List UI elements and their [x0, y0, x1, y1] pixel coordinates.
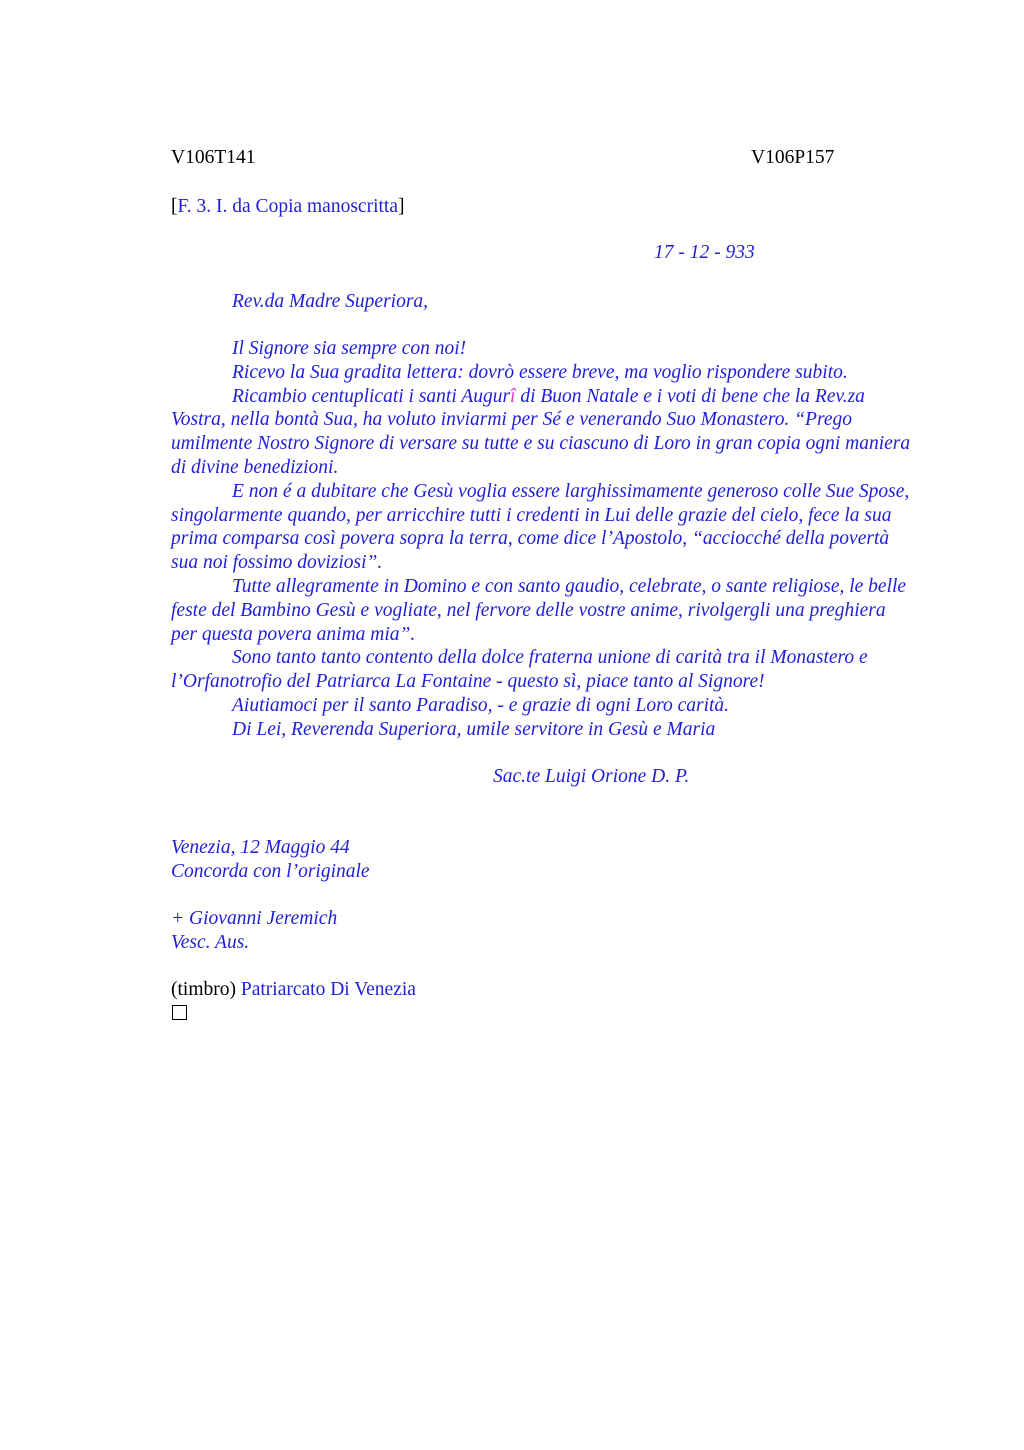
signature: Sac.te Luigi Orione D. P.	[493, 766, 690, 787]
stamp-label: (timbro)	[171, 979, 236, 1000]
source-note	[171, 195, 404, 219]
body-paragraph-5: Tutte allegramente in Domino e con santo gaudio, celebrate, o sante religiose, le belle feste del Bambino Gesù e vogliate, nel fervore delle vostre anime, rivolgergli una preghiera per questa povera anima mia”.	[171, 575, 907, 645]
body-paragraph-7: Aiutiamoci per il santo Paradiso, - e grazie di ogni Loro carità.	[232, 694, 730, 716]
empty-box-glyph	[172, 1005, 187, 1020]
letter-body	[171, 337, 916, 742]
stamp-text: Patriarcato Di Venezia	[235, 979, 416, 1000]
body-paragraph-2: Ricevo la Sua gradita lettera: dovrò essere breve, ma voglio rispondere subito.	[232, 361, 848, 383]
stamp-note	[171, 978, 416, 1002]
header-left-code: V106T141	[171, 147, 256, 168]
body-paragraph-4: E non é a dubitare che Gesù voglia essere larghissimamente generoso colle Sue Spose, singolarmente quando, per arricchire tutti i credenti in Lui delle grazie del cielo, fece la sua prima comparsa così povera sopra la terra, come dice l’Apostolo, “acciocché della povertà sua noi fossimo doviziosi”.	[171, 480, 910, 574]
body-paragraph-8: Di Lei, Reverenda Superiora, umile servitore in Gesù e Maria	[232, 718, 716, 740]
attestation-title: Vesc. Aus.	[171, 932, 250, 953]
correction-mark: î	[510, 385, 516, 407]
attestation-signer: + Giovanni Jeremich	[171, 908, 338, 929]
letter-date: 17 - 12 - 933	[654, 242, 755, 263]
attestation-concord: Concorda con l’originale	[171, 861, 370, 882]
header-right-code: V106P157	[751, 147, 835, 168]
body-paragraph-3: Ricambio centuplicati i santi Augurî di Buon Natale e i voti di bene che la Rev.za Vostra, nella bontà Sua, ha voluto inviarmi per Sé e venerando Suo Monastero. “Prego umilmente Nostro Signore di versare su tutte e su ciascuno di Loro in gran copia ogni maniera di divine benedizioni.	[171, 385, 911, 478]
source-text: F. 3. I. da Copia manoscritta	[177, 196, 398, 217]
body-paragraph-6: Sono tanto tanto contento della dolce fraterna unione di carità tra il Monastero e l’Orfanotrofio del Patriarca La Fontaine - questo sì, piace tanto al Signore!	[171, 647, 868, 693]
attestation-place-date: Venezia, 12 Maggio 44	[171, 837, 350, 858]
body-paragraph-1: Il Signore sia sempre con noi!	[232, 338, 467, 359]
salutation: Rev.da Madre Superiora,	[232, 291, 429, 312]
source-bracket-open: [	[171, 196, 178, 217]
source-bracket-close: ]	[397, 196, 405, 217]
